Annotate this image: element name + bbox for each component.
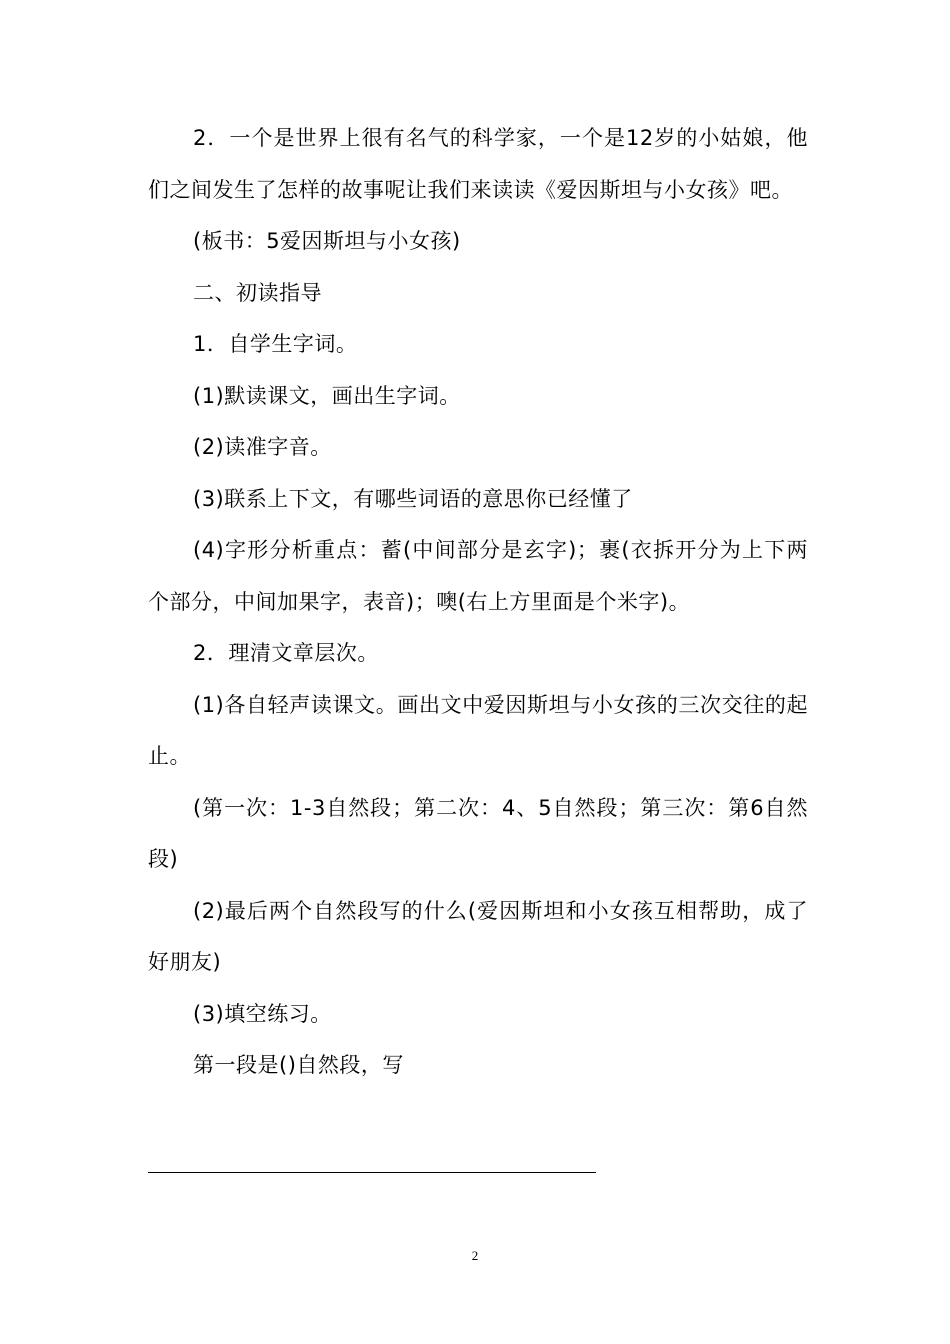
- paragraph: 第一段是()自然段，写: [193, 1053, 404, 1077]
- paragraph: 2．一个是世界上很有名气的科学家，一个是12岁的小姑娘，他们之间发生了怎样的故事呢让我们来读读《爱因斯坦与小女孩》吧。: [148, 126, 808, 202]
- paragraph: (3)填空练习。: [193, 1001, 332, 1026]
- paragraph: (2)最后两个自然段写的什么(爱因斯坦和小女孩互相帮助，成了好朋友): [148, 898, 808, 974]
- paragraph: (2)读准字音。: [193, 435, 332, 459]
- paragraph: 2．理清文章层次。: [193, 641, 379, 665]
- document-body: [148, 113, 808, 1092]
- paragraph: (1)各自轻声读课文。画出文中爱因斯坦与小女孩的三次交往的起止。: [148, 692, 808, 768]
- paragraph: 1．自学生字词。: [193, 332, 358, 356]
- paragraph: (第一次：1-3自然段；第二次：4、5自然段；第三次：第6自然段): [148, 795, 808, 871]
- paragraph: (1)默读课文，画出生字词。: [193, 383, 461, 408]
- paragraph: (3)联系上下文，有哪些词语的意思你已经懂了: [193, 486, 633, 511]
- paragraph: (板书：5爱因斯坦与小女孩): [193, 229, 461, 253]
- paragraph: (4)字形分析重点：蓄(中间部分是玄字)；裹(衣拆开分为上下两个部分，中间加果字，表音)；噢(右上方里面是个米字)。: [148, 538, 808, 614]
- section-heading: 二、初读指导: [193, 280, 322, 305]
- page-number: 2: [471, 1248, 479, 1263]
- fill-in-blank-line: [148, 1172, 596, 1173]
